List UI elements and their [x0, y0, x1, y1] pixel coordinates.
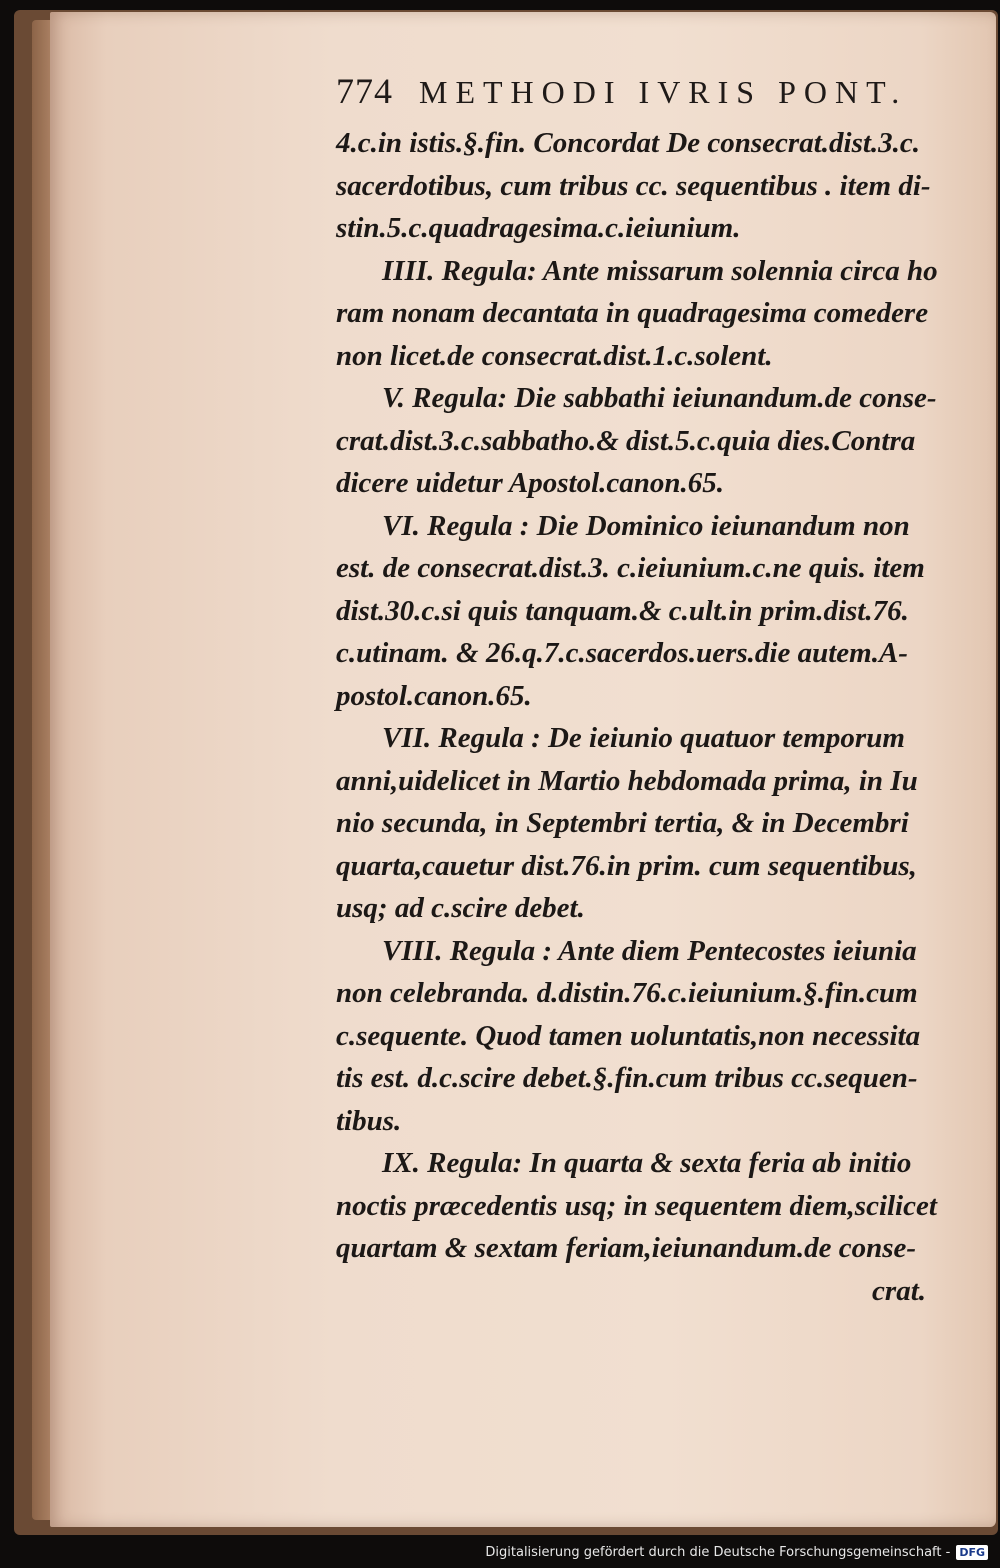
text-line: est. de consecrat.dist.3. c.ieiunium.c.ne quis. item — [336, 552, 925, 584]
rule-heading-line: V. Regula: Die sabbathi ieiunandum.de conse- — [382, 382, 937, 414]
text-line: quartam & sextam feriam,ieiunandum.de conse- — [336, 1232, 917, 1264]
text-line: tibus. — [336, 1104, 402, 1137]
running-head — [336, 70, 926, 120]
catchword: crat. — [872, 1274, 926, 1307]
text-line: nio secunda, in Septembri tertia, & in Decembri — [336, 807, 909, 839]
rule-heading-line: IIII. Regula: Ante missarum solennia circa ho — [382, 254, 938, 287]
dfg-logo-icon: DFG — [956, 1545, 988, 1560]
text-line: ram nonam decantata in quadragesima comedere — [336, 297, 929, 329]
text-line: anni,uidelicet in Martio hebdomada prima, in Iu — [336, 764, 918, 797]
text-line: 4.c.in istis.§.fin. Concordat De consecrat.dist.3.c. — [336, 127, 921, 159]
text-line: noctis præcedentis usq; in sequentem diem,scilicet — [336, 1189, 937, 1222]
text-line: non licet.de consecrat.dist.1.c.solent. — [336, 339, 773, 372]
text-line: postol.canon.65. — [336, 679, 532, 712]
text-line: stin.5.c.quadragesima.c.ieiunium. — [336, 212, 741, 244]
rule-heading-line: VI. Regula : Die Dominico ieiunandum non — [382, 509, 910, 542]
text-line: crat.dist.3.c.sabbatho.& dist.5.c.quia dies.Contra — [336, 424, 916, 457]
body-text — [336, 122, 966, 1312]
text-line: c.sequente. Quod tamen uoluntatis,non necessita — [336, 1019, 921, 1052]
running-title: METHODI IVRIS PONT. — [419, 74, 908, 110]
text-line: sacerdotibus, cum tribus cc. sequentibus . item di- — [336, 169, 931, 202]
text-line: c.utinam. & 26.q.7.c.sacerdos.uers.die autem.A- — [336, 637, 908, 669]
footer-credit: Digitalisierung gefördert durch die Deutsche Forschungsgemeinschaft - — [485, 1544, 951, 1560]
rule-heading-line: IX. Regula: In quarta & sexta feria ab initio — [382, 1147, 912, 1179]
text-line: quarta,cauetur dist.76.in prim. cum sequentibus, — [336, 849, 917, 882]
text-line: usq; ad c.scire debet. — [336, 892, 585, 924]
digitization-footer — [485, 1542, 988, 1562]
text-line: tis est. d.c.scire debet.§.fin.cum tribus cc.sequen- — [336, 1062, 918, 1094]
text-line: non celebranda. d.distin.76.c.ieiunium.§.fin.cum — [336, 977, 918, 1009]
text-line: dicere uidetur Apostol.canon.65. — [336, 467, 725, 499]
page-number: 774 — [336, 71, 393, 111]
rule-heading-line: VIII. Regula : Ante diem Pentecostes ieiunia — [382, 934, 917, 967]
rule-heading-line: VII. Regula : De ieiunio quatuor temporum — [382, 722, 905, 754]
text-line: dist.30.c.si quis tanquam.& c.ult.in prim.dist.76. — [336, 594, 909, 627]
